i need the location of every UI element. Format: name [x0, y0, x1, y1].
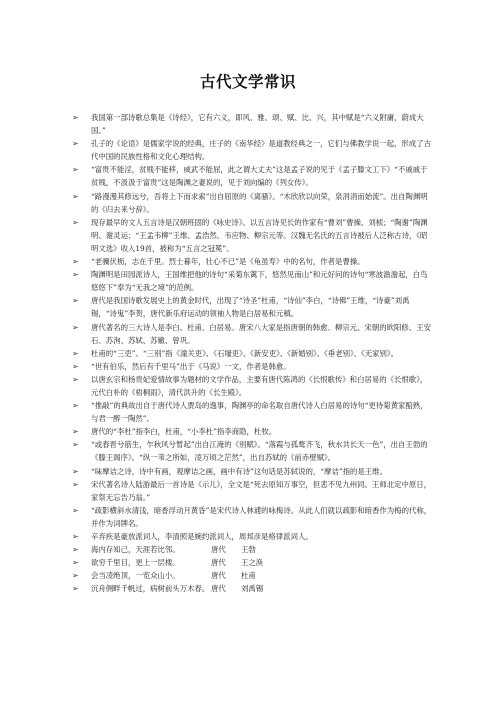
- poem-line-item: [70, 582, 432, 595]
- list-item-text: “疏影横斜水清浅，暗香浮动月黄昏”是宋代诗人林逋的咏梅诗。从此人们就以疏影和暗香作为梅的代称，并作为词牌名。: [91, 505, 432, 528]
- list-item: [70, 465, 432, 478]
- list-item-text: 孔子的《论语》是儒家学说的经典，庄子的《南华经》是道教经典之一，它们与佛教学说一起，形成了古代中国的民族性格和文化心理结构。: [91, 139, 431, 162]
- list-item: [70, 360, 432, 373]
- list-item: [70, 504, 432, 530]
- list-item-text: 辛弃疾是豪放派词人，李清照是婉约派词人，周邦彦是格律派词人。: [91, 532, 313, 541]
- list-item-text: 宋代著名诗人陆游最后一首诗是《示儿》，全文是“死去原知万事空，但悲不见九州同。王师北定中原日，家祭无忘告乃翁。”: [91, 479, 432, 502]
- poem-dynasty: 唐代: [211, 558, 226, 568]
- poem-line-item: [70, 556, 432, 569]
- poem-verse: 会当凌绝顶，一览众山小。: [91, 571, 180, 581]
- poem-row: [91, 556, 432, 569]
- arrow-bullet-icon: ➢: [72, 191, 79, 201]
- arrow-bullet-icon: ➢: [72, 545, 79, 555]
- arrow-bullet-icon: ➢: [72, 427, 79, 437]
- poem-line-item: [70, 543, 432, 556]
- list-item-text: 唐代的“李杜”指李白，杜甫，“小李杜”指李商隐，杜牧。: [91, 427, 277, 437]
- arrow-bullet-icon: ➢: [72, 257, 79, 267]
- arrow-bullet-icon: ➢: [72, 401, 79, 411]
- poem-verse: 沉舟侧畔千帆过，病树前头万木春。: [91, 584, 210, 594]
- arrow-bullet-icon: ➢: [72, 348, 79, 358]
- arrow-bullet-icon: ➢: [72, 558, 79, 568]
- list-item: [70, 321, 432, 347]
- list-item-text: “味摩诘之诗，诗中有画，观摩诘之画，画中有诗”这句话是苏轼说的，“摩诘”指的是王维。: [91, 466, 387, 476]
- poem-author: 刘禹锡: [241, 584, 264, 594]
- list-item-text: 陶渊明是田园派诗人，王国维把他的诗句“采菊东篱下，悠然见南山”和元好问的诗句“寒波澹澹起，白鸟悠悠下”奉为“无我之境”的范例。: [91, 270, 428, 293]
- list-item: [70, 530, 432, 543]
- arrow-bullet-icon: ➢: [72, 584, 79, 594]
- poem-dynasty: 唐代: [211, 584, 226, 594]
- list-item-text: “富贵不能淫，贫贱不能移，威武不能屈，此之谓大丈夫”这是孟子说的见于《孟子滕文工下》“不戚戚于贫贱，不汲汲于富贵”这是陶渊之妻说的，见于刘向编的《列女传》。: [91, 165, 428, 188]
- arrow-bullet-icon: ➢: [72, 139, 79, 149]
- list-item-text: “路漫漫其修远兮，吾将上下而求索”出自屈原的《离骚》。“木欣欣以向荣，泉涓涓而始流”。出自陶渊明的《归去来兮辞》。: [91, 191, 428, 214]
- list-item: [70, 478, 432, 504]
- list-item: [70, 137, 432, 163]
- poem-author: 杜甫: [241, 571, 256, 581]
- list-item-text: “世有伯乐，然后有千里马”出于《马说》一文，作者是韩愈。: [91, 361, 291, 371]
- poem-author: 王勃: [241, 545, 256, 555]
- page-title: 古代文学常识: [199, 73, 296, 91]
- arrow-bullet-icon: ➢: [72, 165, 79, 175]
- list-item-text: 唐代著名的三大诗人是李白、杜甫、白居易。唐宋八大家是指唐朝的韩愈、柳宗元、宋朝的欧阳修、王安石、苏洵、苏轼、苏辙、曾巩。: [91, 322, 431, 345]
- arrow-bullet-icon: ➢: [72, 217, 79, 227]
- bullet-list: [70, 111, 432, 595]
- list-item: [70, 347, 432, 360]
- arrow-bullet-icon: ➢: [72, 296, 79, 306]
- list-item-text: 杜甫的“三吏”、“三别”指《潼关吏》、《石壕吏》、《新安吏》、《新婚别》、《垂老别》、《无家别》。: [91, 348, 398, 358]
- poem-author: 王之涣: [241, 558, 264, 568]
- poem-line-item: [70, 569, 432, 582]
- list-item: [70, 255, 432, 268]
- poem-row: [91, 582, 432, 595]
- poem-dynasty: 唐代: [211, 571, 226, 581]
- poem-verse: 欲穷千里目，更上一层楼。: [91, 558, 180, 568]
- list-item: [70, 111, 432, 137]
- arrow-bullet-icon: ➢: [72, 505, 79, 515]
- list-item: [70, 399, 432, 425]
- list-item: [70, 425, 432, 438]
- list-item-text: 我国第一部诗歌总集是《诗经》，它有六义，即风、雅、颂、赋、比、兴，其中赋是“六义附庸，蔚成大国。”: [91, 113, 424, 136]
- list-item: [70, 190, 432, 216]
- arrow-bullet-icon: ➢: [72, 532, 79, 541]
- arrow-bullet-icon: ➢: [72, 113, 79, 122]
- list-item: [70, 294, 432, 320]
- list-item: [70, 438, 432, 464]
- arrow-bullet-icon: ➢: [72, 479, 79, 489]
- list-item-text: 唐代是我国诗歌发展史上的黄金时代，出现了“诗圣”杜甫，“诗仙”李白，“诗佛”王维，“诗豪”刘禹锡，“诗鬼”李贺，唐代新乐府运动的领袖人物是白居易和元稹。: [91, 296, 410, 319]
- list-item: [70, 268, 432, 294]
- poem-row: [91, 543, 432, 556]
- list-item-text: 以唐玄宗和杨贵妃爱情故事为题材的文学作品，主要有唐代陈鸿的《长恨歌传》和白居易的《长恨歌》，元代白朴的《梧桐雨》，清代洪升的《长生殿》。: [91, 374, 428, 397]
- arrow-bullet-icon: ➢: [72, 571, 79, 581]
- arrow-bullet-icon: ➢: [72, 270, 79, 280]
- list-item: [70, 216, 432, 255]
- poem-dynasty: 唐代: [211, 545, 226, 555]
- list-item: [70, 373, 432, 399]
- arrow-bullet-icon: ➢: [72, 466, 79, 476]
- list-item-text: “或春晋兮筋生，乍秋风兮暂起”出自江淹的《别赋》。“落霞与孤鹜齐飞，秋水共长天一色”，出自王勃的《滕王阁序》。“纵一苇之所如，凌万顷之茫然”，出自苏轼的《前赤壁赋》。: [91, 440, 428, 463]
- arrow-bullet-icon: ➢: [72, 440, 79, 450]
- arrow-bullet-icon: ➢: [72, 322, 79, 332]
- arrow-bullet-icon: ➢: [72, 374, 79, 384]
- poem-row: [91, 569, 432, 582]
- arrow-bullet-icon: ➢: [72, 361, 79, 371]
- list-item-text: “推敲”的典故出自于唐代诗人贾岛的逸事，陶渊亭的命名取自唐代诗人白居易的诗句“更待菊黄家醅熟，与君一醉一陶然”。: [91, 401, 428, 424]
- list-item: [70, 163, 432, 189]
- list-item-text: “老骥伏枥，志在千里。烈士暮年，壮心不已”是《龟虽寿》中的名句，作者是曹操。: [91, 257, 365, 267]
- list-item-text: 现存最早的文人五言诗是汉朝班固的《咏史诗》。以五言诗见长的作家有“曹刘”曹操、刘桢；“陶谢”陶渊明、谢灵运；“王孟韦柳”王维、孟浩然、韦应物、柳宗元等。汉魏无名氏的五言诗被后人泛称古诗，《昭明文选》收入19首，被称为“五言之冠冕”。: [91, 217, 428, 253]
- poem-verse: 海内存知己，天涯若比邻。: [91, 545, 180, 555]
